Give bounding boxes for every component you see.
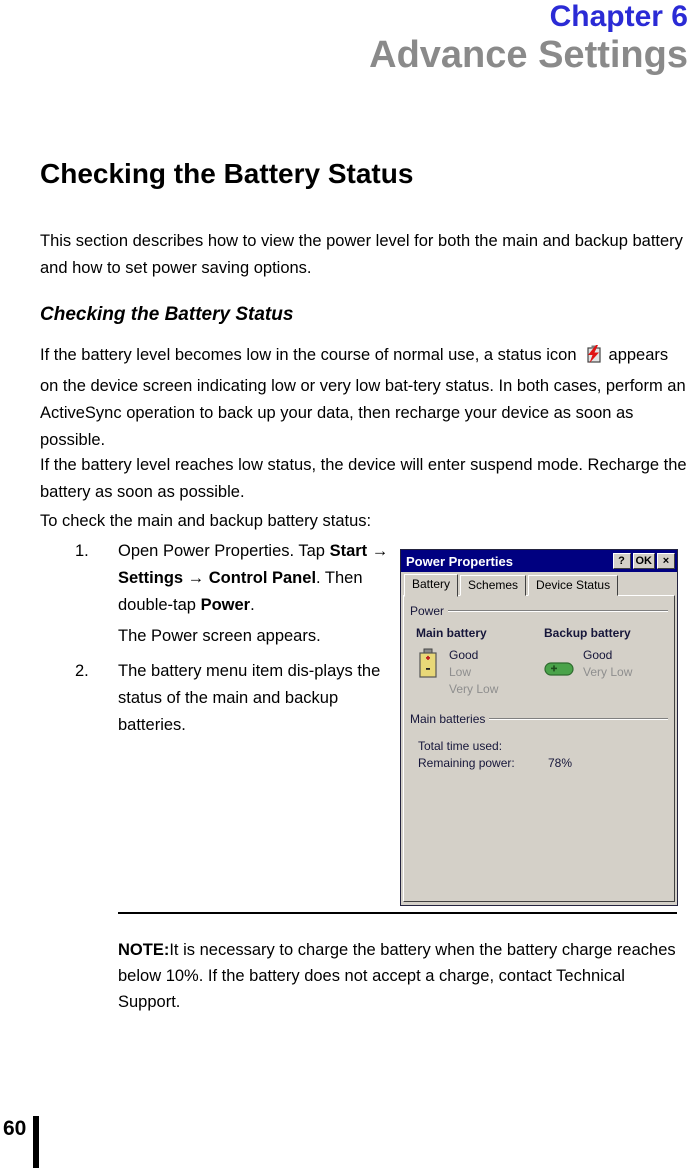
group-divider — [448, 610, 668, 612]
step-text-segment: . — [250, 596, 255, 614]
main-batteries-group — [404, 712, 674, 726]
list-item — [75, 658, 405, 743]
status-good: Good — [583, 648, 613, 662]
step-text — [118, 538, 405, 654]
section-heading: Checking the Battery Status — [40, 304, 294, 325]
main-battery-label: Main battery — [416, 626, 487, 640]
battery-columns — [404, 618, 674, 698]
step-text-segment: Open Power Properties. Tap — [118, 542, 330, 560]
paragraph-text: If the battery level becomes low in the course of normal use, a status icon — [40, 346, 577, 364]
remaining-power-row — [418, 755, 664, 772]
chapter-title: Advance Settings — [369, 34, 688, 76]
settings-ref: Settings — [118, 569, 184, 587]
main-battery-statuses — [449, 647, 498, 698]
chapter-header — [369, 0, 688, 76]
step-one-instruction — [118, 538, 405, 619]
tab-device-status[interactable]: Device Status — [528, 575, 618, 596]
control-panel-ref: Control Panel — [208, 569, 317, 587]
backup-battery-statuses — [583, 647, 632, 681]
status-very-low: Very Low — [583, 665, 633, 679]
battery-readouts — [404, 726, 674, 772]
power-group — [404, 604, 674, 618]
main-batteries-group-label: Main batteries — [410, 712, 486, 726]
total-time-label: Total time used: — [418, 739, 503, 753]
step-two-instruction: The battery menu item dis-plays the status of the main and backup batteries. — [118, 662, 381, 734]
chapter-number: Chapter 6 — [549, 0, 688, 33]
power-group-label: Power — [410, 604, 445, 618]
help-button[interactable]: ? — [613, 553, 631, 569]
remaining-power-label: Remaining power: — [418, 756, 515, 770]
page-number: 60 — [3, 1117, 27, 1140]
list-item — [75, 538, 405, 654]
step-text — [118, 658, 405, 743]
main-battery-column — [416, 626, 544, 698]
close-button[interactable]: × — [657, 553, 675, 569]
battery-status-paragraph — [40, 342, 689, 454]
footer-bar — [33, 1116, 39, 1168]
step-text-segment: . Then double-tap — [118, 569, 363, 614]
note-text: It is necessary to charge the battery when the battery charge reaches below 10%. If the battery does not accept a charge, contact Technical Support. — [118, 940, 676, 1011]
dialog-tabstrip — [401, 574, 677, 596]
numbered-steps — [75, 538, 405, 747]
main-battery-icon — [416, 647, 440, 698]
intro-paragraph: This section describes how to view the power level for both the main and backup battery and how to set power saving options. — [40, 232, 683, 277]
step-number: 1. — [75, 542, 89, 560]
step-number: 2. — [75, 662, 89, 680]
status-low: Low — [449, 665, 472, 679]
tab-schemes[interactable]: Schemes — [460, 575, 526, 596]
note-paragraph — [118, 937, 680, 1015]
suspend-mode-paragraph: If the battery level reaches low status, the device will enter suspend mode. Recharge the battery as soon as possible. — [40, 456, 687, 501]
check-status-lead-in: To check the main and backup battery status: — [40, 512, 372, 530]
dialog-titlebar — [401, 550, 677, 572]
arrow-separator: → — [367, 542, 389, 560]
power-properties-dialog — [400, 549, 678, 906]
group-divider — [489, 718, 668, 720]
status-good: Good — [449, 648, 479, 662]
paragraph-text: appears on the device screen indicating low or very low bat-tery status. In both cases, perform an ActiveSync operation to back up your data, then recharge your device as soon as possible. — [40, 346, 686, 449]
low-battery-icon — [581, 344, 605, 373]
power-ref: Power — [200, 596, 251, 614]
arrow-separator: → — [183, 569, 209, 587]
backup-battery-label: Backup battery — [544, 626, 631, 640]
backup-battery-pill-icon — [544, 662, 574, 681]
page-title: Checking the Battery Status — [40, 158, 414, 189]
note-label: NOTE: — [118, 940, 170, 959]
start-menu-ref: Start — [329, 542, 368, 560]
note-divider — [118, 912, 677, 914]
status-very-low: Very Low — [449, 682, 499, 696]
tab-battery[interactable]: Battery — [404, 574, 458, 597]
dialog-content — [403, 595, 675, 902]
step-one-result: The Power screen appears. — [118, 627, 321, 645]
dialog-title: Power Properties — [406, 553, 513, 569]
backup-battery-column — [544, 626, 668, 698]
total-time-row — [418, 738, 664, 755]
ok-button[interactable]: OK — [633, 553, 656, 569]
remaining-power-value: 78% — [548, 756, 573, 770]
